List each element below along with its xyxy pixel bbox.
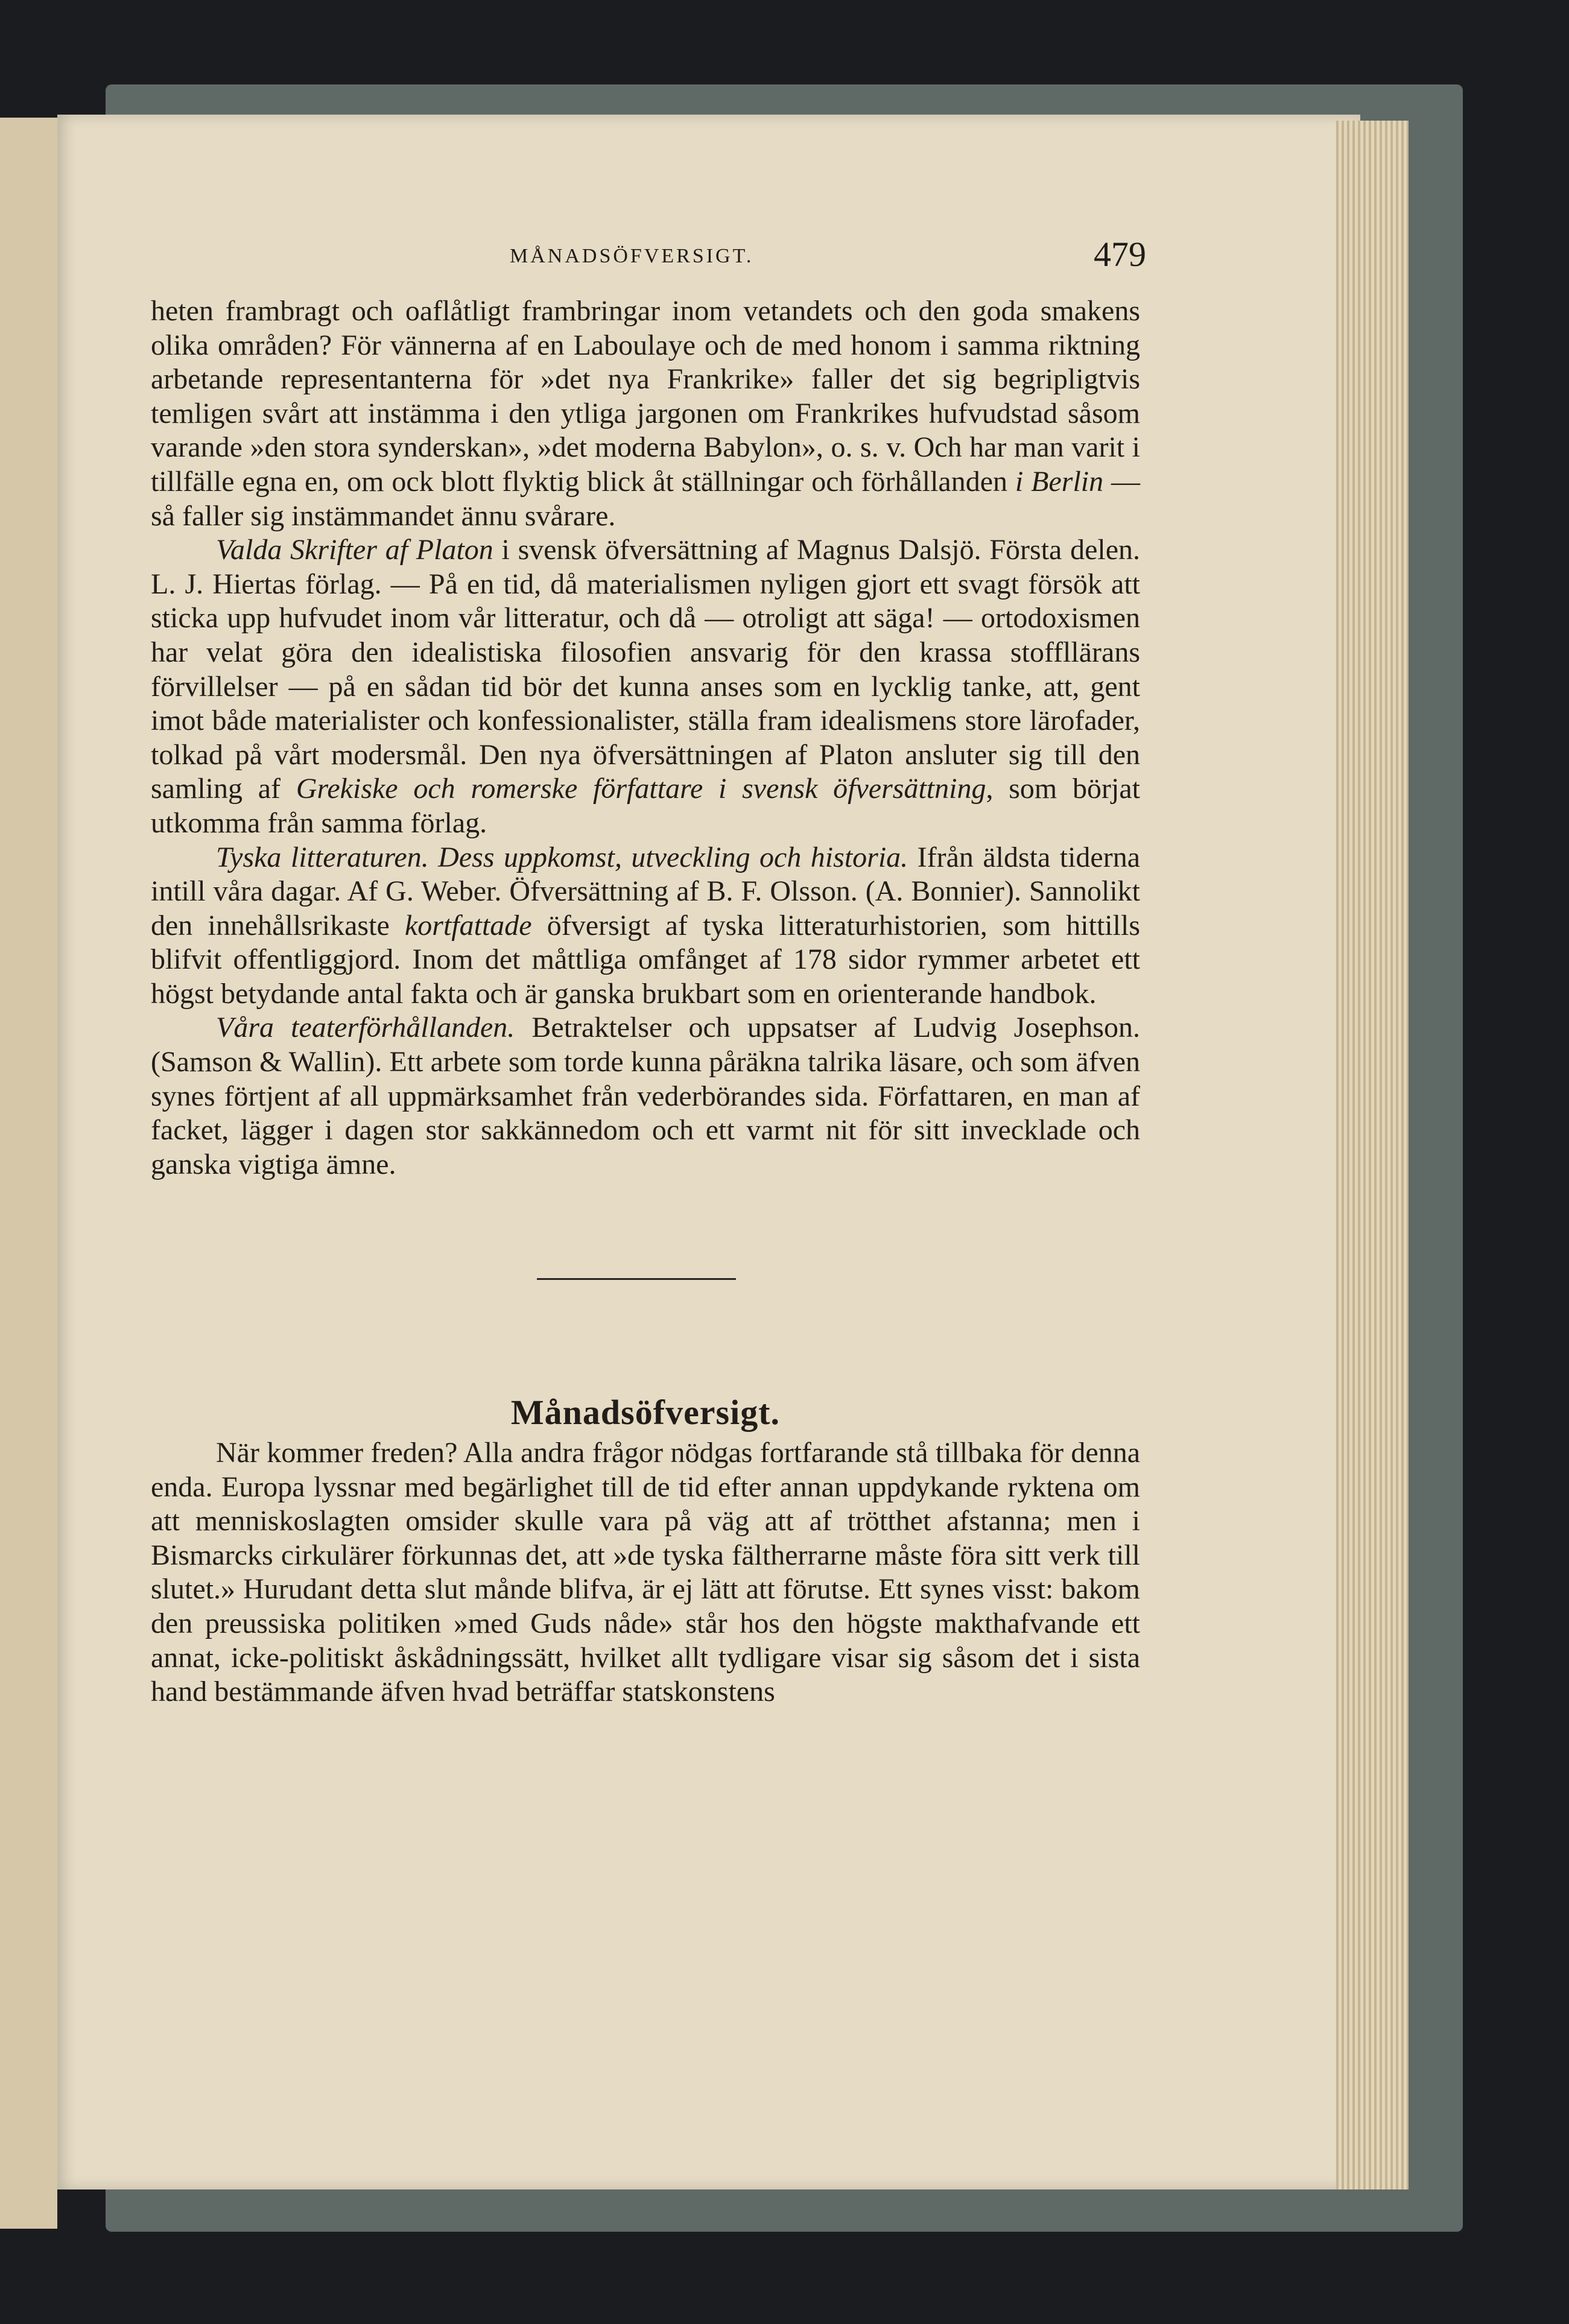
- review-title: Tyska litteraturen. Dess uppkomst, utveckling och historia.: [216, 841, 908, 873]
- paragraph-continued: [151, 294, 1140, 533]
- running-title: MÅNADSÖFVERSIGT.: [510, 245, 754, 267]
- review-text: i svensk öfversättning af Magnus Dalsjö. Första delen. L. J. Hiertas förlag. — På en tid, då materialismen nyligen gjort ett svagt försök att sticka upp hufvudet inom vår litteratur, och då — otroligt att säga! — ortodoxismen har velat göra den idealistiska filosofien ansvarig för den krassa stoffllärans förvillelser — på en sådan tid bör det kunna anses som en lycklig tanke, att, gent imot både materialister och konfessionalister, ställa fram idealismens store lärofader, tolkad på vårt modersmål. Den nya öfversättningen af Platon ansluter sig till den samling af: [151, 534, 1141, 805]
- para1-italic: i Berlin: [1015, 465, 1104, 498]
- section-heading: Månadsöfversigt.: [510, 1393, 781, 1433]
- review-title: Våra teaterförhållanden.: [216, 1012, 515, 1044]
- section-divider: [537, 1278, 736, 1280]
- review-platon: [151, 533, 1140, 840]
- page-text: [151, 294, 1140, 1709]
- facing-page-edge: [0, 118, 57, 2229]
- page-block-edge: [1336, 121, 1409, 2189]
- review-title: Valda Skrifter af Platon: [216, 534, 493, 566]
- review-text-end: öfversigt af tyska litteraturhistorien, som hittills blifvit offentliggjord. Inom det måttliga omfånget af 178 sidor rymmer arbetet ett högst betydande antal fakta och är ganska brukbart som en orienterande handbok.: [151, 909, 1140, 1010]
- review-teaterforhallanden: [151, 1011, 1140, 1182]
- para1-end: — så faller sig instämmandet ännu svårare.: [151, 465, 1141, 532]
- section-body: När kommer freden? Alla andra frågor nödgas fortfarande stå tillbaka för denna enda. Europa lyssnar med begärlighet till de tid efter annan uppdykande ryktena om att menniskoslagten omsider skulle vara på väg att af trötthet afstanna; men i Bismarcks cirkulärer förkunnas det, att »de tyska fältherrarne måste föra sitt verk till slutet.» Hurudant detta slut månde blifva, är ej lätt att förutse. Ett synes visst: bakom den preussiska politiken »med Guds nåde» står hos den högste makthafvande ett annat, icke-politiskt åskådningssätt, hvilket allt tydligare visar sig såsom det i sista hand bestämmande äfven hvad beträffar statskonstens: [151, 1437, 1140, 1708]
- para1-text: heten frambragt och oaflåtligt frambringar inom vetandets och den goda smakens olika områden? För vännerna af en Laboulaye och de med honom i samma riktning arbetande representanterna för »det nya Frankrike» faller det sig begripligtvis temligen svårt att instämma i den ytliga jargonen om Frankrikes hufvudstad såsom varande »den stora synderskan», »det moderna Babylon», o. s. v. Och har man varit i tillfälle egna en, om ock blott flyktig blick åt ställningar och förhållanden: [151, 295, 1140, 498]
- review-text-end: , som börjat utkomma från samma förlag.: [151, 773, 1140, 839]
- page-number: 479: [1094, 235, 1146, 274]
- review-tyska-litteraturen: [151, 841, 1140, 1012]
- running-head: [97, 234, 1146, 282]
- review-text: Ifrån äldsta tiderna intill våra dagar. Af G. Weber. Öfversättning af B. F. Olsson. (A. Bonnier). Sannolikt den innehållsrikaste: [151, 841, 1141, 942]
- emphasis: kortfattade: [404, 909, 532, 942]
- series-title: Grekiske och romerske författare i svensk öfversättning: [296, 773, 986, 805]
- review-text: Betraktelser och uppsatser af Ludvig Josephson. (Samson & Wallin). Ett arbete som torde kunna påräkna talrika läsare, och som äfven synes förtjent af all uppmärksamhet från vederbörandes sida. Författaren, en man af facket, lägger i dagen stor sakkännedom och ett varmt nit för sitt invecklade och ganska vigtiga ämne.: [151, 1012, 1140, 1180]
